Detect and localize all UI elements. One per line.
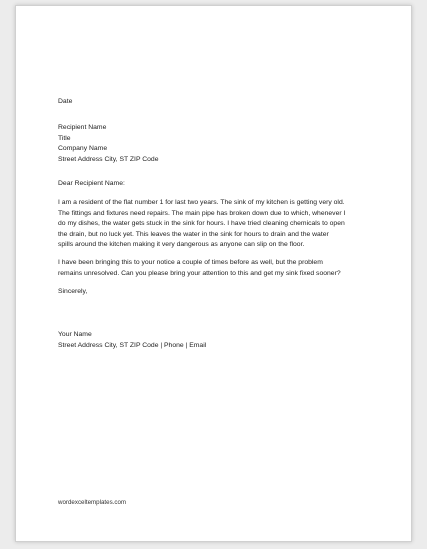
date-line: Date [58, 98, 73, 105]
document-page [15, 5, 412, 542]
paragraph-line: I have been bringing this to your notice a couple of times before as well, but the problem [58, 259, 323, 266]
paragraph-line: the drain, but no luck yet. This leaves the water in the sink for hours to drain and the water [58, 230, 329, 238]
recipient-company: Company Name [58, 145, 108, 152]
paragraph-line: do my dishes, the water gets stuck in the sink for hours. I have tried cleaning chemicals to open [58, 220, 345, 227]
closing: Sincerely, [58, 288, 88, 295]
recipient-address: Street Address City, ST ZIP Code [58, 155, 159, 163]
salutation: Dear Recipient Name: [58, 180, 125, 187]
recipient-title: Title [58, 134, 71, 142]
paragraph-line: spills around the kitchen making it very dangerous as anyone can slip on the floor. [58, 241, 305, 248]
paragraph-line: I am a resident of the flat number 1 for last two years. The sink of my kitchen is getting very old. [58, 199, 345, 206]
paragraph-line: remains unresolved. Can you please bring your attention to this and get my sink fixed sooner? [58, 269, 341, 277]
footer-site: wordexceltemplates.com [58, 499, 127, 506]
sender-contact: Street Address City, ST ZIP Code | Phone | Email [58, 341, 207, 349]
sender-name: Your Name [58, 331, 92, 338]
paragraph-line: The fittings and fixtures need repairs. The main pipe has broken down due to which, whenever I [58, 209, 346, 217]
recipient-name: Recipient Name [58, 124, 107, 131]
